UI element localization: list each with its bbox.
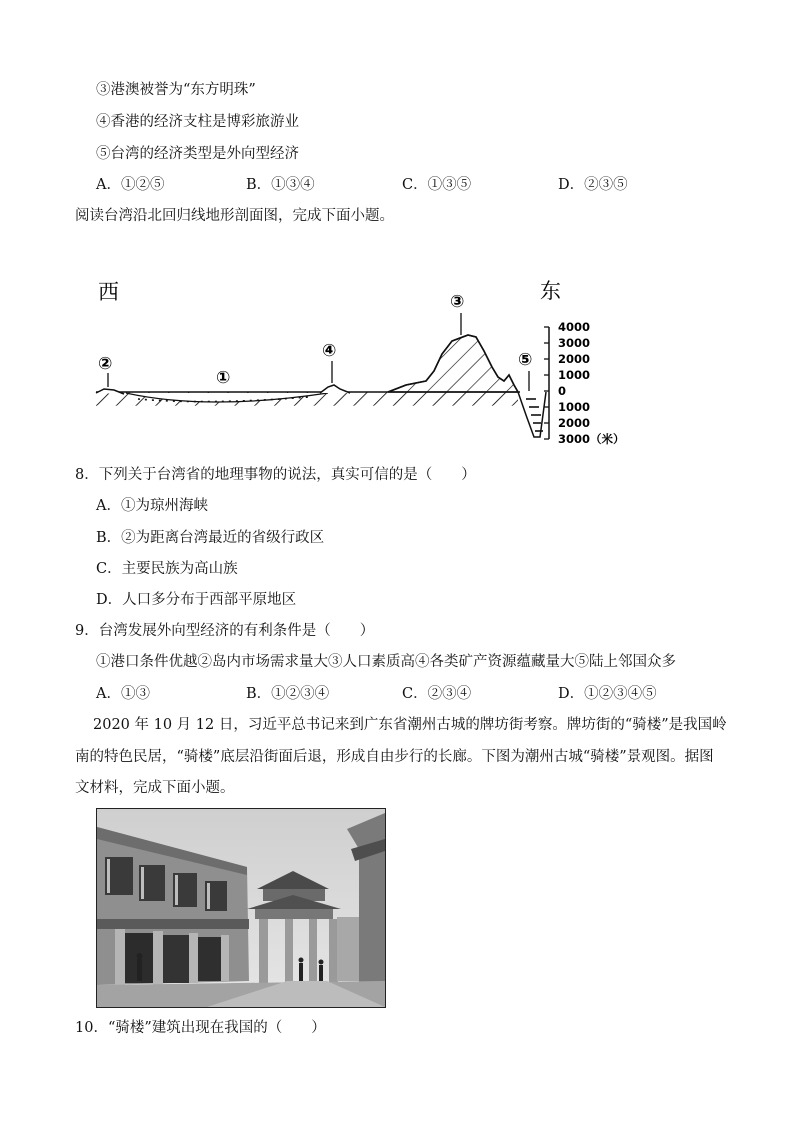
q7-statement-5: ⑤台湾的经济类型是外向型经济 <box>96 146 299 162</box>
q9-stem: 9．台湾发展外向型经济的有利条件是（ ） <box>75 623 375 639</box>
q8-option-a[interactable]: A．①为琼州海峡 <box>96 498 208 514</box>
q10-stem: 10．“骑楼”建筑出现在我国的（ ） <box>75 1020 326 1036</box>
scale-tick-4000: 4000 <box>558 320 591 334</box>
scale-tick-minus-2000: 2000 <box>558 416 591 430</box>
marker-1: ① <box>216 368 231 388</box>
marker-3: ③ <box>450 292 465 312</box>
qilou-street-photo <box>96 808 386 1008</box>
small-hill <box>320 385 350 393</box>
scale-tick-3000: 3000 <box>558 336 591 350</box>
marker-5: ⑤ <box>518 350 533 370</box>
scale-tick-minus-3000: 3000（米） <box>558 432 625 446</box>
section-intro: 阅读台湾沿北回归线地形剖面图，完成下面小题。 <box>75 208 394 224</box>
q7-statement-4: ④香港的经济支柱是博彩旅游业 <box>96 114 299 130</box>
q8-option-b[interactable]: B．②为距离台湾最近的省级行政区 <box>96 530 325 546</box>
q8-stem: 8．下列关于台湾省的地理事物的说法，真实可信的是（ ） <box>75 467 476 483</box>
passage-line-3: 文材料，完成下面小题。 <box>75 780 235 796</box>
east-label: 东 <box>540 279 561 303</box>
q8-option-c[interactable]: C．主要民族为高山族 <box>96 561 238 577</box>
marker-2: ② <box>98 354 113 374</box>
q9-option-c[interactable]: C．②③④ <box>402 686 472 702</box>
q9-option-a[interactable]: A．①③ <box>96 686 150 702</box>
west-label: 西 <box>98 280 119 304</box>
q9-options <box>0 684 794 704</box>
marker-4: ④ <box>322 341 337 361</box>
q8-option-d[interactable]: D．人口多分布于西部平原地区 <box>96 592 297 608</box>
q7-option-d[interactable]: D．②③⑤ <box>558 177 628 193</box>
q7-option-a[interactable]: A．①②⑤ <box>96 177 165 193</box>
q9-conditions: ①港口条件优越②岛内市场需求量大③人口素质高④各类矿产资源蕴藏量大⑤陆上邻国众多 <box>96 654 676 670</box>
scale-tick-1000: 1000 <box>558 368 591 382</box>
q7-statement-3: ③港澳被誉为“东方明珠” <box>96 82 256 98</box>
q9-option-d[interactable]: D．①②③④⑤ <box>558 686 657 702</box>
scale-tick-minus-1000: 1000 <box>558 400 591 414</box>
qilou-photo-illustration <box>97 809 385 1007</box>
terrain-profile-diagram <box>88 275 648 450</box>
scale-tick-0: 0 <box>558 384 567 398</box>
passage-line-1: 2020 年 10 月 12 日，习近平总书记来到广东省潮州古城的牌坊街考察。牌坊街的“骑楼”是我国岭 <box>93 717 727 733</box>
scale-tick-2000: 2000 <box>558 352 591 366</box>
passage-line-2: 南的特色民居，“骑楼”底层沿街面后退，形成自由步行的长廊。下图为潮州古城“骑楼”景观图。据图 <box>75 749 714 765</box>
q7-option-c[interactable]: C．①③⑤ <box>402 177 472 193</box>
q7-option-b[interactable]: B．①③④ <box>246 177 315 193</box>
q9-option-b[interactable]: B．①②③④ <box>246 686 330 702</box>
central-mountain <box>388 335 518 392</box>
q7-options <box>0 175 794 195</box>
